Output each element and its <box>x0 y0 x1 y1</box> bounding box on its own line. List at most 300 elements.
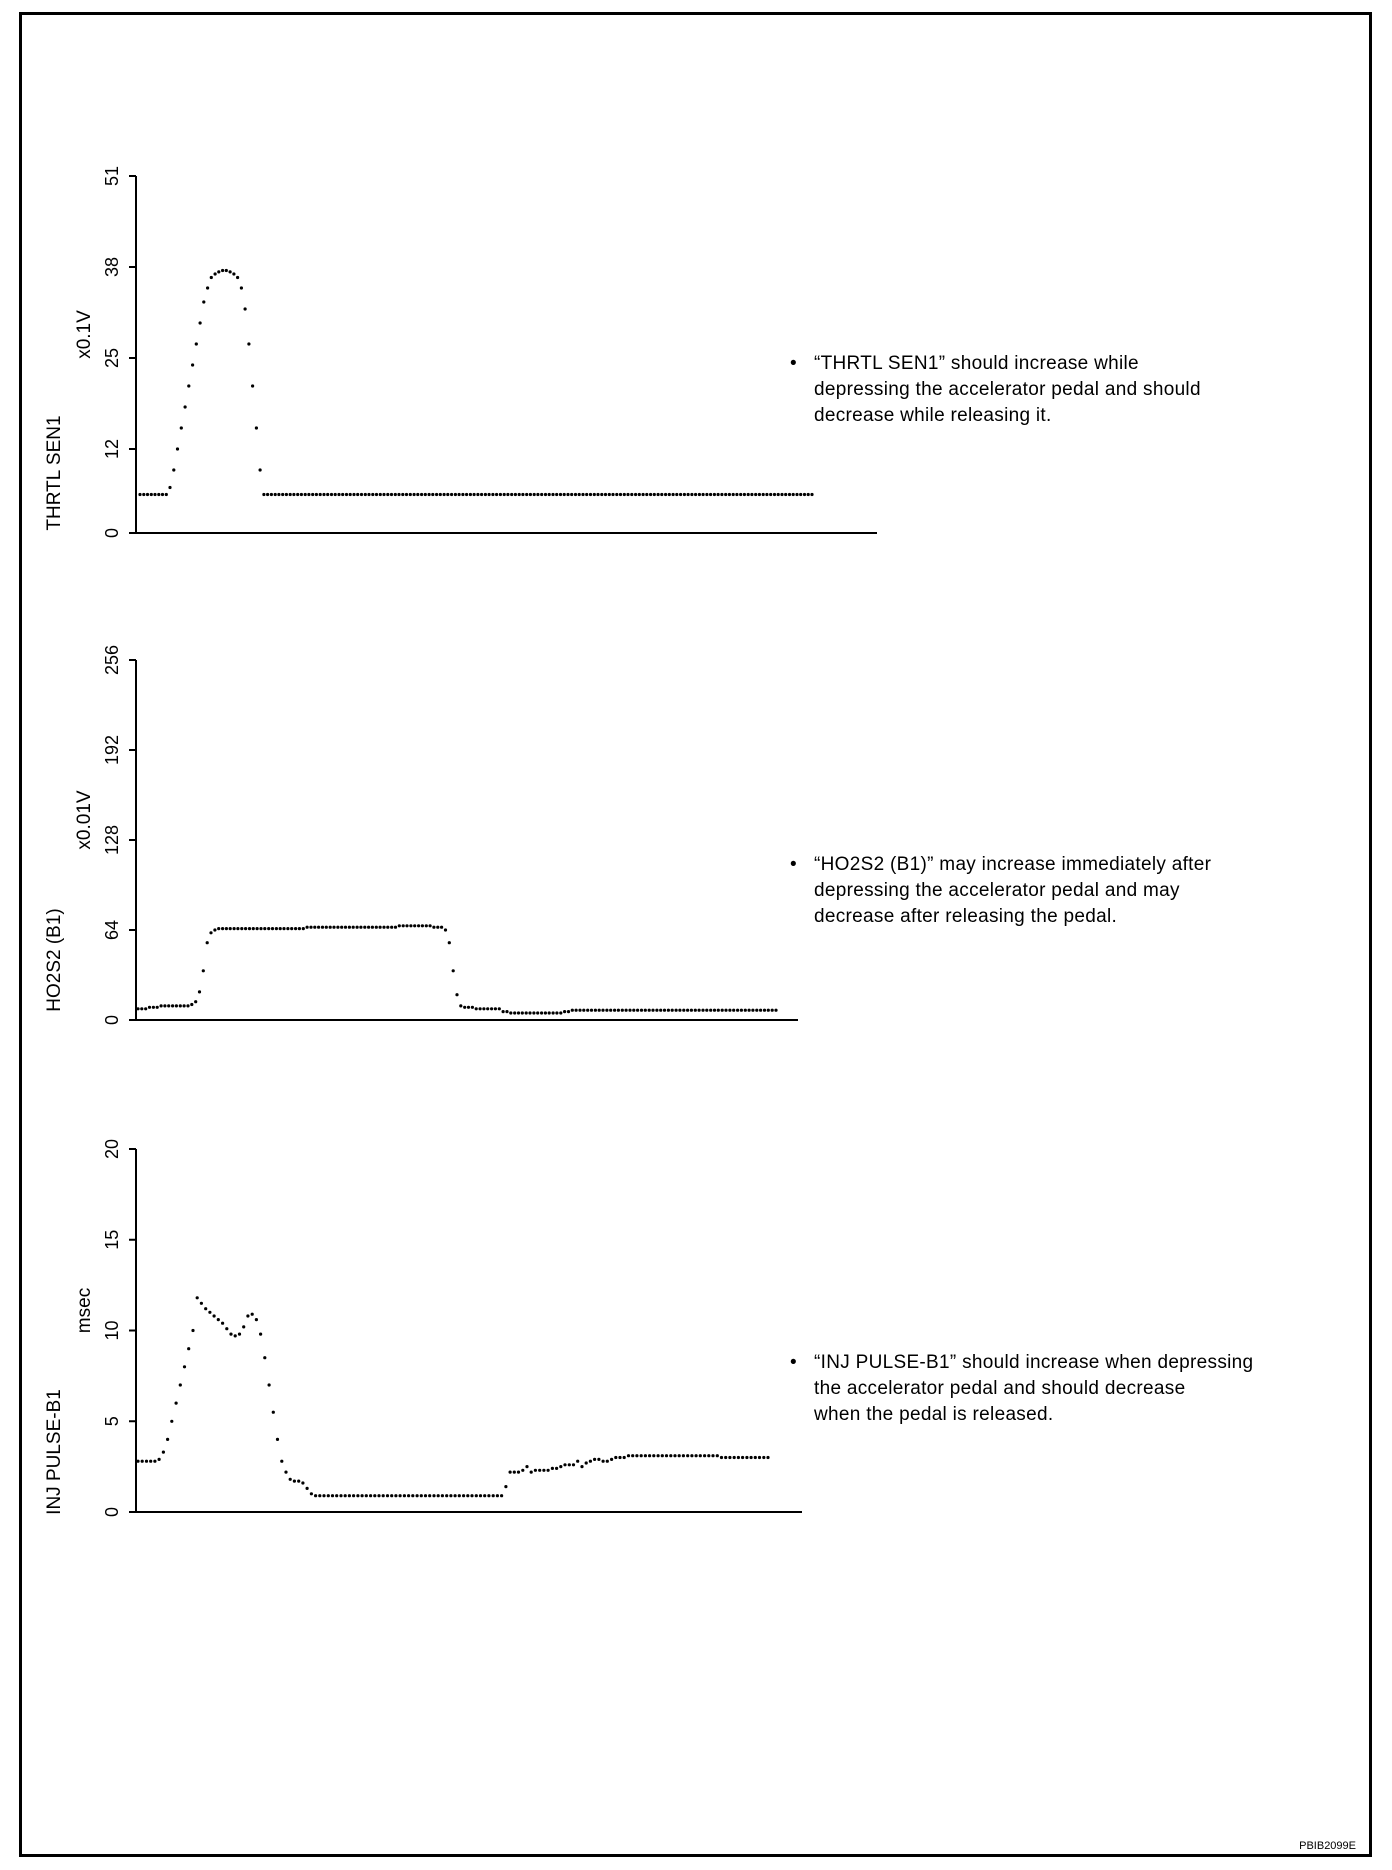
data-point-ho2s2 <box>571 1009 574 1012</box>
data-point-ho2s2 <box>648 1009 651 1012</box>
data-point-inj-pulse <box>166 1438 169 1441</box>
data-point-thrtl-sen1 <box>619 493 622 496</box>
data-point-inj-pulse <box>737 1456 740 1459</box>
data-point-thrtl-sen1 <box>728 493 731 496</box>
data-point-ho2s2 <box>475 1007 478 1010</box>
data-point-inj-pulse <box>606 1460 609 1463</box>
data-point-thrtl-sen1 <box>713 493 716 496</box>
data-point-ho2s2 <box>213 928 216 931</box>
data-point-ho2s2 <box>713 1009 716 1012</box>
data-point-thrtl-sen1 <box>232 272 235 275</box>
data-point-ho2s2 <box>582 1009 585 1012</box>
data-point-ho2s2 <box>244 927 247 930</box>
data-point-thrtl-sen1 <box>322 493 325 496</box>
data-point-thrtl-sen1 <box>642 493 645 496</box>
data-point-thrtl-sen1 <box>240 286 243 289</box>
data-point-ho2s2 <box>486 1007 489 1010</box>
data-point-thrtl-sen1 <box>382 493 385 496</box>
data-point-ho2s2 <box>425 924 428 927</box>
data-point-ho2s2 <box>198 990 201 993</box>
data-point-inj-pulse <box>382 1494 385 1497</box>
data-point-ho2s2 <box>632 1009 635 1012</box>
y-tick-label-ho2s2: 192 <box>102 734 122 766</box>
data-point-inj-pulse <box>432 1494 435 1497</box>
data-point-thrtl-sen1 <box>221 269 224 272</box>
data-point-thrtl-sen1 <box>334 493 337 496</box>
data-point-thrtl-sen1 <box>559 493 562 496</box>
data-point-ho2s2 <box>190 1003 193 1006</box>
data-point-ho2s2 <box>379 926 382 929</box>
data-point-inj-pulse <box>386 1494 389 1497</box>
data-point-ho2s2 <box>517 1011 520 1014</box>
data-point-inj-pulse <box>204 1307 207 1310</box>
data-point-inj-pulse <box>728 1456 731 1459</box>
data-point-inj-pulse <box>585 1461 588 1464</box>
data-point-thrtl-sen1 <box>337 493 340 496</box>
data-point-ho2s2 <box>651 1009 654 1012</box>
data-point-ho2s2 <box>471 1006 474 1009</box>
data-point-thrtl-sen1 <box>679 493 682 496</box>
data-point-thrtl-sen1 <box>551 493 554 496</box>
data-point-thrtl-sen1 <box>750 493 753 496</box>
data-point-thrtl-sen1 <box>765 493 768 496</box>
data-point-inj-pulse <box>183 1365 186 1368</box>
data-point-thrtl-sen1 <box>168 486 171 489</box>
data-point-inj-pulse <box>492 1494 495 1497</box>
data-point-ho2s2 <box>259 927 262 930</box>
y-tick-label-inj-pulse: 20 <box>102 1138 122 1160</box>
series-label-inj-pulse: INJ PULSE-B1 <box>44 1389 65 1515</box>
data-point-ho2s2 <box>675 1009 678 1012</box>
data-point-inj-pulse <box>538 1469 541 1472</box>
data-point-ho2s2 <box>682 1009 685 1012</box>
data-point-ho2s2 <box>371 926 374 929</box>
data-point-ho2s2 <box>194 1000 197 1003</box>
data-point-thrtl-sen1 <box>769 493 772 496</box>
data-point-ho2s2 <box>755 1009 758 1012</box>
data-point-inj-pulse <box>416 1494 419 1497</box>
data-point-ho2s2 <box>382 926 385 929</box>
data-point-thrtl-sen1 <box>307 493 310 496</box>
data-point-inj-pulse <box>293 1480 296 1483</box>
data-point-ho2s2 <box>686 1009 689 1012</box>
unit-label-ho2s2: x0.01V <box>74 790 95 850</box>
data-point-thrtl-sen1 <box>206 286 209 289</box>
data-point-thrtl-sen1 <box>165 493 168 496</box>
data-point-thrtl-sen1 <box>420 493 423 496</box>
data-point-thrtl-sen1 <box>191 363 194 366</box>
data-point-inj-pulse <box>487 1494 490 1497</box>
data-point-inj-pulse <box>297 1480 300 1483</box>
data-point-thrtl-sen1 <box>675 493 678 496</box>
data-point-thrtl-sen1 <box>480 493 483 496</box>
data-point-inj-pulse <box>213 1314 216 1317</box>
data-point-thrtl-sen1 <box>754 493 757 496</box>
data-point-thrtl-sen1 <box>499 493 502 496</box>
data-point-inj-pulse <box>682 1454 685 1457</box>
data-point-inj-pulse <box>580 1465 583 1468</box>
data-point-ho2s2 <box>252 927 255 930</box>
data-point-ho2s2 <box>463 1006 466 1009</box>
data-point-thrtl-sen1 <box>184 405 187 408</box>
data-point-ho2s2 <box>279 927 282 930</box>
data-point-ho2s2 <box>302 927 305 930</box>
data-point-thrtl-sen1 <box>773 493 776 496</box>
data-point-thrtl-sen1 <box>413 493 416 496</box>
data-point-ho2s2 <box>286 927 289 930</box>
data-point-thrtl-sen1 <box>780 493 783 496</box>
data-point-ho2s2 <box>171 1004 174 1007</box>
data-point-ho2s2 <box>613 1009 616 1012</box>
data-point-ho2s2 <box>740 1009 743 1012</box>
data-point-ho2s2 <box>667 1009 670 1012</box>
data-point-inj-pulse <box>678 1454 681 1457</box>
data-point-ho2s2 <box>455 993 458 996</box>
data-point-ho2s2 <box>640 1009 643 1012</box>
data-point-inj-pulse <box>263 1356 266 1359</box>
data-point-ho2s2 <box>290 927 293 930</box>
data-point-ho2s2 <box>294 927 297 930</box>
data-point-ho2s2 <box>698 1009 701 1012</box>
data-point-inj-pulse <box>217 1318 220 1321</box>
bullet-icon: • <box>790 1352 797 1373</box>
data-point-inj-pulse <box>403 1494 406 1497</box>
data-point-thrtl-sen1 <box>525 493 528 496</box>
data-point-inj-pulse <box>530 1471 533 1474</box>
data-point-ho2s2 <box>767 1009 770 1012</box>
data-point-ho2s2 <box>498 1007 501 1010</box>
data-point-thrtl-sen1 <box>491 493 494 496</box>
data-point-ho2s2 <box>701 1009 704 1012</box>
data-point-thrtl-sen1 <box>277 493 280 496</box>
data-point-ho2s2 <box>502 1010 505 1013</box>
data-point-thrtl-sen1 <box>585 493 588 496</box>
note-thrtl-sen1 <box>790 351 1201 429</box>
data-point-thrtl-sen1 <box>536 493 539 496</box>
data-point-inj-pulse <box>251 1313 254 1316</box>
data-point-thrtl-sen1 <box>266 493 269 496</box>
data-point-inj-pulse <box>597 1458 600 1461</box>
data-point-ho2s2 <box>394 926 397 929</box>
data-point-inj-pulse <box>242 1325 245 1328</box>
data-point-inj-pulse <box>310 1492 313 1495</box>
unit-label-thrtl-sen1: x0.1V <box>74 310 95 359</box>
data-point-inj-pulse <box>462 1494 465 1497</box>
data-point-ho2s2 <box>525 1011 528 1014</box>
data-point-ho2s2 <box>206 941 209 944</box>
data-point-thrtl-sen1 <box>360 493 363 496</box>
data-point-inj-pulse <box>322 1494 325 1497</box>
data-point-thrtl-sen1 <box>296 493 299 496</box>
data-point-thrtl-sen1 <box>608 493 611 496</box>
data-point-ho2s2 <box>398 924 401 927</box>
data-point-ho2s2 <box>444 928 447 931</box>
data-point-thrtl-sen1 <box>593 493 596 496</box>
data-point-ho2s2 <box>544 1011 547 1014</box>
data-point-inj-pulse <box>424 1494 427 1497</box>
data-point-ho2s2 <box>751 1009 754 1012</box>
data-point-inj-pulse <box>225 1327 228 1330</box>
data-point-inj-pulse <box>339 1494 342 1497</box>
data-point-thrtl-sen1 <box>304 493 307 496</box>
data-point-inj-pulse <box>741 1456 744 1459</box>
data-point-ho2s2 <box>405 924 408 927</box>
data-point-ho2s2 <box>540 1011 543 1014</box>
data-point-ho2s2 <box>144 1007 147 1010</box>
data-point-inj-pulse <box>711 1454 714 1457</box>
data-point-ho2s2 <box>567 1010 570 1013</box>
data-point-inj-pulse <box>542 1469 545 1472</box>
data-point-thrtl-sen1 <box>458 493 461 496</box>
data-point-ho2s2 <box>452 969 455 972</box>
data-point-inj-pulse <box>437 1494 440 1497</box>
data-point-inj-pulse <box>301 1481 304 1484</box>
data-point-ho2s2 <box>221 927 224 930</box>
data-point-thrtl-sen1 <box>176 447 179 450</box>
data-point-thrtl-sen1 <box>443 493 446 496</box>
data-point-ho2s2 <box>448 941 451 944</box>
data-point-inj-pulse <box>369 1494 372 1497</box>
data-point-thrtl-sen1 <box>687 493 690 496</box>
data-point-thrtl-sen1 <box>521 493 524 496</box>
data-point-thrtl-sen1 <box>544 493 547 496</box>
series-label-thrtl-sen1: THRTL SEN1 <box>44 415 65 531</box>
data-point-thrtl-sen1 <box>281 493 284 496</box>
data-point-ho2s2 <box>359 926 362 929</box>
data-point-thrtl-sen1 <box>604 493 607 496</box>
data-point-ho2s2 <box>644 1009 647 1012</box>
data-point-thrtl-sen1 <box>649 493 652 496</box>
data-point-thrtl-sen1 <box>146 493 149 496</box>
data-point-thrtl-sen1 <box>259 468 262 471</box>
data-point-inj-pulse <box>284 1471 287 1474</box>
data-point-thrtl-sen1 <box>484 493 487 496</box>
y-tick-label-thrtl-sen1: 38 <box>102 256 122 278</box>
data-point-thrtl-sen1 <box>777 493 780 496</box>
data-point-inj-pulse <box>428 1494 431 1497</box>
data-point-ho2s2 <box>183 1004 186 1007</box>
data-point-thrtl-sen1 <box>274 493 277 496</box>
data-point-thrtl-sen1 <box>784 493 787 496</box>
note-thrtl-sen1-text: “THRTL SEN1” should increase while depressing the accelerator pedal and should decrease while releasing it. <box>814 353 1201 426</box>
data-point-ho2s2 <box>621 1009 624 1012</box>
data-point-ho2s2 <box>344 926 347 929</box>
data-point-thrtl-sen1 <box>225 269 228 272</box>
data-point-ho2s2 <box>748 1009 751 1012</box>
data-point-thrtl-sen1 <box>424 493 427 496</box>
data-point-ho2s2 <box>555 1011 558 1014</box>
y-tick-label-ho2s2: 64 <box>102 919 122 941</box>
data-point-inj-pulse <box>479 1494 482 1497</box>
data-point-thrtl-sen1 <box>251 384 254 387</box>
data-point-thrtl-sen1 <box>431 493 434 496</box>
data-point-ho2s2 <box>352 926 355 929</box>
y-tick-label-ho2s2: 128 <box>102 824 122 856</box>
data-point-thrtl-sen1 <box>157 493 160 496</box>
data-point-thrtl-sen1 <box>638 493 641 496</box>
data-point-ho2s2 <box>586 1009 589 1012</box>
data-point-ho2s2 <box>601 1009 604 1012</box>
data-point-inj-pulse <box>276 1438 279 1441</box>
data-point-ho2s2 <box>763 1009 766 1012</box>
data-point-ho2s2 <box>744 1009 747 1012</box>
data-point-inj-pulse <box>196 1296 199 1299</box>
data-point-thrtl-sen1 <box>315 493 318 496</box>
data-point-inj-pulse <box>246 1314 249 1317</box>
data-point-ho2s2 <box>209 931 212 934</box>
data-point-inj-pulse <box>593 1458 596 1461</box>
data-point-thrtl-sen1 <box>289 493 292 496</box>
data-point-ho2s2 <box>329 926 332 929</box>
data-point-inj-pulse <box>657 1454 660 1457</box>
data-point-ho2s2 <box>505 1010 508 1013</box>
data-point-inj-pulse <box>568 1463 571 1466</box>
data-point-ho2s2 <box>625 1009 628 1012</box>
data-point-thrtl-sen1 <box>698 493 701 496</box>
data-point-thrtl-sen1 <box>153 493 156 496</box>
data-point-thrtl-sen1 <box>788 493 791 496</box>
y-tick-label-inj-pulse: 5 <box>102 1416 122 1427</box>
data-point-thrtl-sen1 <box>142 493 145 496</box>
note-ho2s2-text: “HO2S2 (B1)” may increase immediately after depressing the accelerator pedal and may decrease after releasing the pedal. <box>814 854 1212 927</box>
data-point-thrtl-sen1 <box>739 493 742 496</box>
data-point-thrtl-sen1 <box>300 493 303 496</box>
data-point-thrtl-sen1 <box>803 493 806 496</box>
data-point-inj-pulse <box>652 1454 655 1457</box>
data-point-inj-pulse <box>631 1454 634 1457</box>
data-point-ho2s2 <box>494 1007 497 1010</box>
data-point-thrtl-sen1 <box>195 342 198 345</box>
data-point-inj-pulse <box>191 1329 194 1332</box>
data-point-inj-pulse <box>627 1454 630 1457</box>
data-point-inj-pulse <box>758 1456 761 1459</box>
data-point-inj-pulse <box>149 1460 152 1463</box>
data-point-ho2s2 <box>340 926 343 929</box>
data-point-thrtl-sen1 <box>653 493 656 496</box>
data-point-thrtl-sen1 <box>807 493 810 496</box>
data-point-inj-pulse <box>525 1465 528 1468</box>
data-point-inj-pulse <box>200 1302 203 1305</box>
data-point-inj-pulse <box>686 1454 689 1457</box>
data-point-thrtl-sen1 <box>390 493 393 496</box>
data-point-ho2s2 <box>605 1009 608 1012</box>
data-point-thrtl-sen1 <box>495 493 498 496</box>
data-point-ho2s2 <box>390 926 393 929</box>
data-point-ho2s2 <box>521 1011 524 1014</box>
data-point-inj-pulse <box>208 1311 211 1314</box>
data-point-inj-pulse <box>703 1454 706 1457</box>
data-point-inj-pulse <box>766 1456 769 1459</box>
data-point-inj-pulse <box>255 1318 258 1321</box>
data-point-ho2s2 <box>659 1009 662 1012</box>
data-point-thrtl-sen1 <box>394 493 397 496</box>
data-point-thrtl-sen1 <box>262 493 265 496</box>
data-point-inj-pulse <box>179 1383 182 1386</box>
data-point-inj-pulse <box>272 1411 275 1414</box>
data-point-inj-pulse <box>136 1460 139 1463</box>
data-point-thrtl-sen1 <box>446 493 449 496</box>
data-point-inj-pulse <box>318 1494 321 1497</box>
data-point-inj-pulse <box>521 1469 524 1472</box>
data-point-inj-pulse <box>665 1454 668 1457</box>
data-point-thrtl-sen1 <box>349 493 352 496</box>
data-point-ho2s2 <box>317 926 320 929</box>
data-point-inj-pulse <box>449 1494 452 1497</box>
data-point-ho2s2 <box>429 924 432 927</box>
data-point-inj-pulse <box>229 1333 232 1336</box>
data-point-thrtl-sen1 <box>367 493 370 496</box>
data-point-inj-pulse <box>361 1494 364 1497</box>
data-point-thrtl-sen1 <box>735 493 738 496</box>
data-point-thrtl-sen1 <box>668 493 671 496</box>
y-tick-label-ho2s2: 0 <box>102 1014 122 1026</box>
data-point-ho2s2 <box>175 1004 178 1007</box>
data-point-ho2s2 <box>136 1007 139 1010</box>
y-tick-label-ho2s2: 256 <box>102 644 122 676</box>
data-point-inj-pulse <box>327 1494 330 1497</box>
data-point-inj-pulse <box>390 1494 393 1497</box>
data-point-ho2s2 <box>363 926 366 929</box>
data-point-ho2s2 <box>609 1009 612 1012</box>
data-point-thrtl-sen1 <box>255 426 258 429</box>
data-point-ho2s2 <box>578 1009 581 1012</box>
data-point-ho2s2 <box>655 1009 658 1012</box>
data-point-thrtl-sen1 <box>397 493 400 496</box>
data-point-inj-pulse <box>377 1494 380 1497</box>
data-point-inj-pulse <box>348 1494 351 1497</box>
data-point-inj-pulse <box>745 1456 748 1459</box>
data-point-ho2s2 <box>202 969 205 972</box>
y-tick-label-thrtl-sen1: 51 <box>102 165 122 187</box>
data-point-ho2s2 <box>628 1009 631 1012</box>
data-point-ho2s2 <box>732 1009 735 1012</box>
data-point-inj-pulse <box>162 1451 165 1454</box>
data-point-ho2s2 <box>402 924 405 927</box>
data-point-inj-pulse <box>733 1456 736 1459</box>
data-point-ho2s2 <box>709 1009 712 1012</box>
data-point-inj-pulse <box>441 1494 444 1497</box>
data-point-ho2s2 <box>459 1004 462 1007</box>
data-point-thrtl-sen1 <box>330 493 333 496</box>
data-point-inj-pulse <box>352 1494 355 1497</box>
data-point-ho2s2 <box>671 1009 674 1012</box>
data-point-ho2s2 <box>482 1007 485 1010</box>
data-point-thrtl-sen1 <box>762 493 765 496</box>
data-point-ho2s2 <box>552 1011 555 1014</box>
data-point-thrtl-sen1 <box>747 493 750 496</box>
data-point-ho2s2 <box>367 926 370 929</box>
data-point-thrtl-sen1 <box>810 493 813 496</box>
data-point-inj-pulse <box>399 1494 402 1497</box>
data-point-thrtl-sen1 <box>709 493 712 496</box>
data-point-inj-pulse <box>614 1456 617 1459</box>
data-point-inj-pulse <box>750 1456 753 1459</box>
data-point-thrtl-sen1 <box>578 493 581 496</box>
data-point-inj-pulse <box>314 1494 317 1497</box>
data-point-thrtl-sen1 <box>428 493 431 496</box>
data-point-thrtl-sen1 <box>645 493 648 496</box>
data-point-ho2s2 <box>663 1009 666 1012</box>
data-point-ho2s2 <box>375 926 378 929</box>
data-point-thrtl-sen1 <box>563 493 566 496</box>
data-point-thrtl-sen1 <box>439 493 442 496</box>
data-point-thrtl-sen1 <box>371 493 374 496</box>
data-point-ho2s2 <box>440 926 443 929</box>
data-point-thrtl-sen1 <box>187 384 190 387</box>
data-point-thrtl-sen1 <box>416 493 419 496</box>
data-point-thrtl-sen1 <box>705 493 708 496</box>
unit-label-inj-pulse: msec <box>74 1287 95 1334</box>
